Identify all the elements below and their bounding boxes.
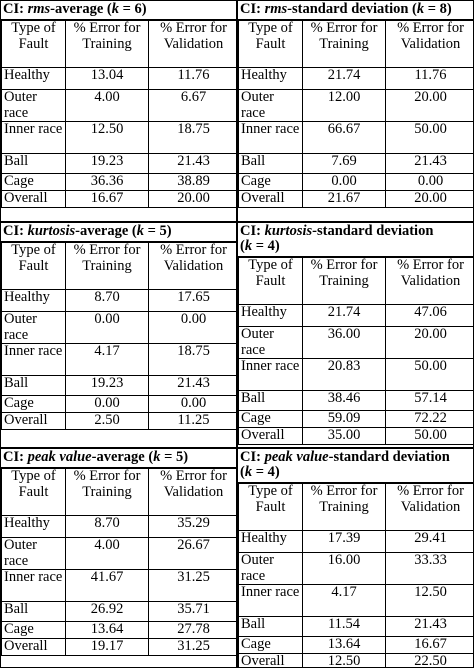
table-row [2, 516, 238, 538]
validation-error-cell: 50.00 [386, 359, 474, 391]
fault-type-cell: Healthy [239, 68, 303, 90]
panel-title-part: -standard deviation ( [240, 449, 450, 480]
column-header: % Error for Validation [149, 243, 238, 290]
header-row [2, 21, 238, 68]
panel-title-part: -average ( [50, 1, 112, 17]
training-error-cell: 16.67 [66, 191, 149, 208]
table-row [239, 585, 474, 617]
table-row [2, 396, 238, 413]
validation-error-cell: 20.00 [149, 191, 238, 208]
error-table [1, 468, 237, 656]
fault-type-cell: Cage [2, 622, 66, 639]
column-header: % Error for Training [303, 484, 386, 531]
header-row [2, 469, 238, 516]
column-header: Type of Fault [239, 258, 303, 305]
error-table [1, 242, 237, 430]
fault-type-cell: Ball [2, 602, 66, 622]
panel-title-part: CI: [240, 223, 265, 239]
validation-error-cell: 21.43 [386, 617, 474, 637]
validation-error-cell: 31.25 [149, 639, 238, 656]
table-row [2, 90, 238, 122]
fault-type-cell: Outer race [2, 90, 66, 122]
panel-title-part: = 6) [119, 1, 147, 17]
panel-title-part: k [153, 449, 161, 465]
validation-error-cell: 50.00 [386, 122, 474, 154]
training-error-cell: 8.70 [66, 516, 149, 538]
panel-title [1, 449, 236, 468]
fault-type-cell: Cage [239, 174, 303, 191]
fault-type-cell: Inner race [2, 122, 66, 154]
validation-error-cell: 11.76 [386, 68, 474, 90]
fault-type-cell: Overall [239, 654, 303, 668]
fault-type-cell: Ball [2, 376, 66, 396]
table-row [2, 290, 238, 312]
table-row [239, 391, 474, 411]
table-row [239, 174, 474, 191]
training-error-cell: 4.17 [303, 585, 386, 617]
validation-error-cell: 26.67 [149, 538, 238, 570]
fault-type-cell: Healthy [2, 516, 66, 538]
fault-type-cell: Overall [239, 191, 303, 208]
training-error-cell: 2.50 [66, 413, 149, 430]
validation-error-cell: 27.78 [149, 622, 238, 639]
fault-type-cell: Outer race [239, 90, 303, 122]
fault-type-cell: Overall [239, 428, 303, 445]
table-row [2, 344, 238, 376]
training-error-cell: 4.17 [66, 344, 149, 376]
panel-3 [0, 222, 237, 448]
fault-type-cell: Healthy [2, 290, 66, 312]
panel-6 [237, 448, 474, 668]
validation-error-cell: 20.00 [386, 90, 474, 122]
panel-title-part: -standard deviation ( [287, 1, 417, 17]
panel-title-part: k [244, 464, 253, 480]
fault-type-cell: Healthy [239, 531, 303, 553]
column-header: Type of Fault [2, 21, 66, 68]
fault-type-cell: Overall [2, 413, 66, 430]
validation-error-cell: 0.00 [149, 312, 238, 344]
validation-error-cell: 33.33 [386, 553, 474, 585]
validation-error-cell: 57.14 [386, 391, 474, 411]
validation-error-cell: 21.43 [149, 154, 238, 174]
validation-error-cell: 17.65 [149, 290, 238, 312]
panel-title [1, 1, 236, 20]
column-header: % Error for Training [66, 21, 149, 68]
panel-title-part: rms [264, 1, 288, 17]
fault-type-cell: Overall [2, 639, 66, 656]
table-row [2, 602, 238, 622]
validation-error-cell: 11.76 [149, 68, 238, 90]
table-row [239, 327, 474, 359]
table-row [2, 174, 238, 191]
header-row [239, 21, 474, 68]
column-header: Type of Fault [2, 243, 66, 290]
fault-type-cell: Ball [239, 154, 303, 174]
panel-title [238, 1, 473, 20]
fault-type-cell: Outer race [239, 327, 303, 359]
fault-type-cell: Inner race [2, 344, 66, 376]
validation-error-cell: 6.67 [149, 90, 238, 122]
training-error-cell: 66.67 [303, 122, 386, 154]
panel-title [1, 223, 236, 242]
column-header: % Error for Validation [386, 21, 474, 68]
table-row [239, 411, 474, 428]
training-error-cell: 17.39 [303, 531, 386, 553]
training-error-cell: 19.23 [66, 154, 149, 174]
error-table [238, 483, 474, 668]
training-error-cell: 36.00 [303, 327, 386, 359]
table-row [239, 359, 474, 391]
training-error-cell: 4.00 [66, 538, 149, 570]
training-error-cell: 13.64 [303, 637, 386, 654]
validation-error-cell: 0.00 [386, 174, 474, 191]
panel-2 [237, 0, 474, 222]
table-row [239, 617, 474, 637]
header-row [239, 258, 474, 305]
validation-error-cell: 35.71 [149, 602, 238, 622]
error-table [238, 257, 474, 445]
validation-error-cell: 29.41 [386, 531, 474, 553]
table-row [239, 637, 474, 654]
training-error-cell: 0.00 [303, 174, 386, 191]
table-row [2, 413, 238, 430]
table-row [2, 312, 238, 344]
fault-type-cell: Inner race [2, 570, 66, 602]
validation-error-cell: 11.25 [149, 413, 238, 430]
fault-type-cell: Ball [239, 391, 303, 411]
table-row [2, 570, 238, 602]
fault-type-cell: Ball [2, 154, 66, 174]
column-header: Type of Fault [239, 484, 303, 531]
training-error-cell: 13.04 [66, 68, 149, 90]
column-header: % Error for Validation [149, 21, 238, 68]
training-error-cell: 8.70 [66, 290, 149, 312]
fault-type-cell: Cage [2, 396, 66, 413]
column-header: Type of Fault [2, 469, 66, 516]
panel-5 [0, 448, 237, 668]
table-row [239, 305, 474, 327]
panel-title-part: CI: [240, 449, 265, 465]
table-row [2, 622, 238, 639]
training-error-cell: 21.74 [303, 305, 386, 327]
panel-title [238, 223, 473, 257]
panel-title-part: CI: [3, 449, 28, 465]
panel-4 [237, 222, 474, 448]
column-header: % Error for Training [66, 243, 149, 290]
table-row [239, 191, 474, 208]
panel-title-part: = 4) [252, 238, 280, 254]
fault-type-cell: Inner race [239, 585, 303, 617]
training-error-cell: 36.36 [66, 174, 149, 191]
error-table [1, 20, 237, 208]
validation-error-cell: 72.22 [386, 411, 474, 428]
training-error-cell: 19.17 [66, 639, 149, 656]
panel-title-part: = 5) [160, 449, 189, 465]
panel-title-part: k [244, 238, 253, 254]
table-row [2, 376, 238, 396]
validation-error-cell: 47.06 [386, 305, 474, 327]
panel-title-part: rms [27, 1, 51, 17]
panel-title-part: CI: [3, 1, 28, 17]
training-error-cell: 12.50 [66, 122, 149, 154]
table-row [2, 191, 238, 208]
training-error-cell: 12.50 [303, 654, 386, 668]
training-error-cell: 0.00 [66, 312, 149, 344]
validation-error-cell: 21.43 [386, 154, 474, 174]
table-row [239, 122, 474, 154]
panel-title-part: -average ( [91, 449, 154, 465]
column-header: % Error for Training [303, 258, 386, 305]
fault-type-cell: Healthy [239, 305, 303, 327]
table-row [239, 654, 474, 668]
panel-title [238, 449, 473, 483]
validation-error-cell: 12.50 [386, 585, 474, 617]
fault-type-cell: Inner race [239, 359, 303, 391]
panel-title-part: peak value [264, 449, 329, 465]
training-error-cell: 16.00 [303, 553, 386, 585]
training-error-cell: 4.00 [66, 90, 149, 122]
table-row [2, 538, 238, 570]
validation-error-cell: 18.75 [149, 344, 238, 376]
column-header: % Error for Training [66, 469, 149, 516]
fault-type-cell: Cage [2, 174, 66, 191]
validation-error-cell: 38.89 [149, 174, 238, 191]
table-row [239, 90, 474, 122]
panel-title-part: kurtosis [27, 223, 76, 239]
panel-title-part: = 4) [252, 464, 280, 480]
validation-error-cell: 20.00 [386, 191, 474, 208]
panel-title-part: kurtosis [264, 223, 313, 239]
training-error-cell: 13.64 [66, 622, 149, 639]
table-row [239, 68, 474, 90]
panel-title-part: CI: [3, 223, 28, 239]
panel-1 [0, 0, 237, 222]
validation-error-cell: 31.25 [149, 570, 238, 602]
table-row [2, 122, 238, 154]
fault-type-cell: Outer race [2, 312, 66, 344]
training-error-cell: 35.00 [303, 428, 386, 445]
fault-type-cell: Healthy [2, 68, 66, 90]
training-error-cell: 19.23 [66, 376, 149, 396]
column-header: % Error for Validation [386, 484, 474, 531]
fault-type-cell: Inner race [239, 122, 303, 154]
training-error-cell: 0.00 [66, 396, 149, 413]
training-error-cell: 12.00 [303, 90, 386, 122]
validation-error-cell: 21.43 [149, 376, 238, 396]
training-error-cell: 7.69 [303, 154, 386, 174]
fault-type-cell: Cage [239, 411, 303, 428]
training-error-cell: 21.67 [303, 191, 386, 208]
column-header: % Error for Validation [149, 469, 238, 516]
table-row [239, 531, 474, 553]
panel-title-part: CI: [240, 1, 265, 17]
panel-title-part: peak value [27, 449, 92, 465]
validation-error-cell: 22.50 [386, 654, 474, 668]
panel-title-part: -average ( [75, 223, 137, 239]
table-row [239, 154, 474, 174]
validation-error-cell: 18.75 [149, 122, 238, 154]
header-row [2, 243, 238, 290]
training-error-cell: 38.46 [303, 391, 386, 411]
panel-title-part: -standard deviation ( [240, 223, 434, 254]
training-error-cell: 59.09 [303, 411, 386, 428]
table-row [239, 553, 474, 585]
panel-title-part: k [416, 1, 425, 17]
column-header: % Error for Validation [386, 258, 474, 305]
header-row [239, 484, 474, 531]
panel-title-part: k [111, 1, 119, 17]
fault-type-cell: Outer race [2, 538, 66, 570]
panel-title-part: = 5) [143, 223, 172, 239]
training-error-cell: 20.83 [303, 359, 386, 391]
validation-error-cell: 35.29 [149, 516, 238, 538]
error-table [238, 20, 474, 208]
fault-type-cell: Ball [239, 617, 303, 637]
validation-error-cell: 16.67 [386, 637, 474, 654]
column-header: Type of Fault [239, 21, 303, 68]
training-error-cell: 41.67 [66, 570, 149, 602]
table-row [2, 154, 238, 174]
validation-error-cell: 0.00 [149, 396, 238, 413]
training-error-cell: 11.54 [303, 617, 386, 637]
fault-type-cell: Cage [239, 637, 303, 654]
column-header: % Error for Training [303, 21, 386, 68]
panel-title-part: = 8) [424, 1, 452, 17]
fault-type-cell: Overall [2, 191, 66, 208]
training-error-cell: 26.92 [66, 602, 149, 622]
validation-error-cell: 50.00 [386, 428, 474, 445]
training-error-cell: 21.74 [303, 68, 386, 90]
fault-type-cell: Outer race [239, 553, 303, 585]
table-row [239, 428, 474, 445]
table-row [2, 68, 238, 90]
panel-title-part: k [136, 223, 144, 239]
table-row [2, 639, 238, 656]
validation-error-cell: 20.00 [386, 327, 474, 359]
